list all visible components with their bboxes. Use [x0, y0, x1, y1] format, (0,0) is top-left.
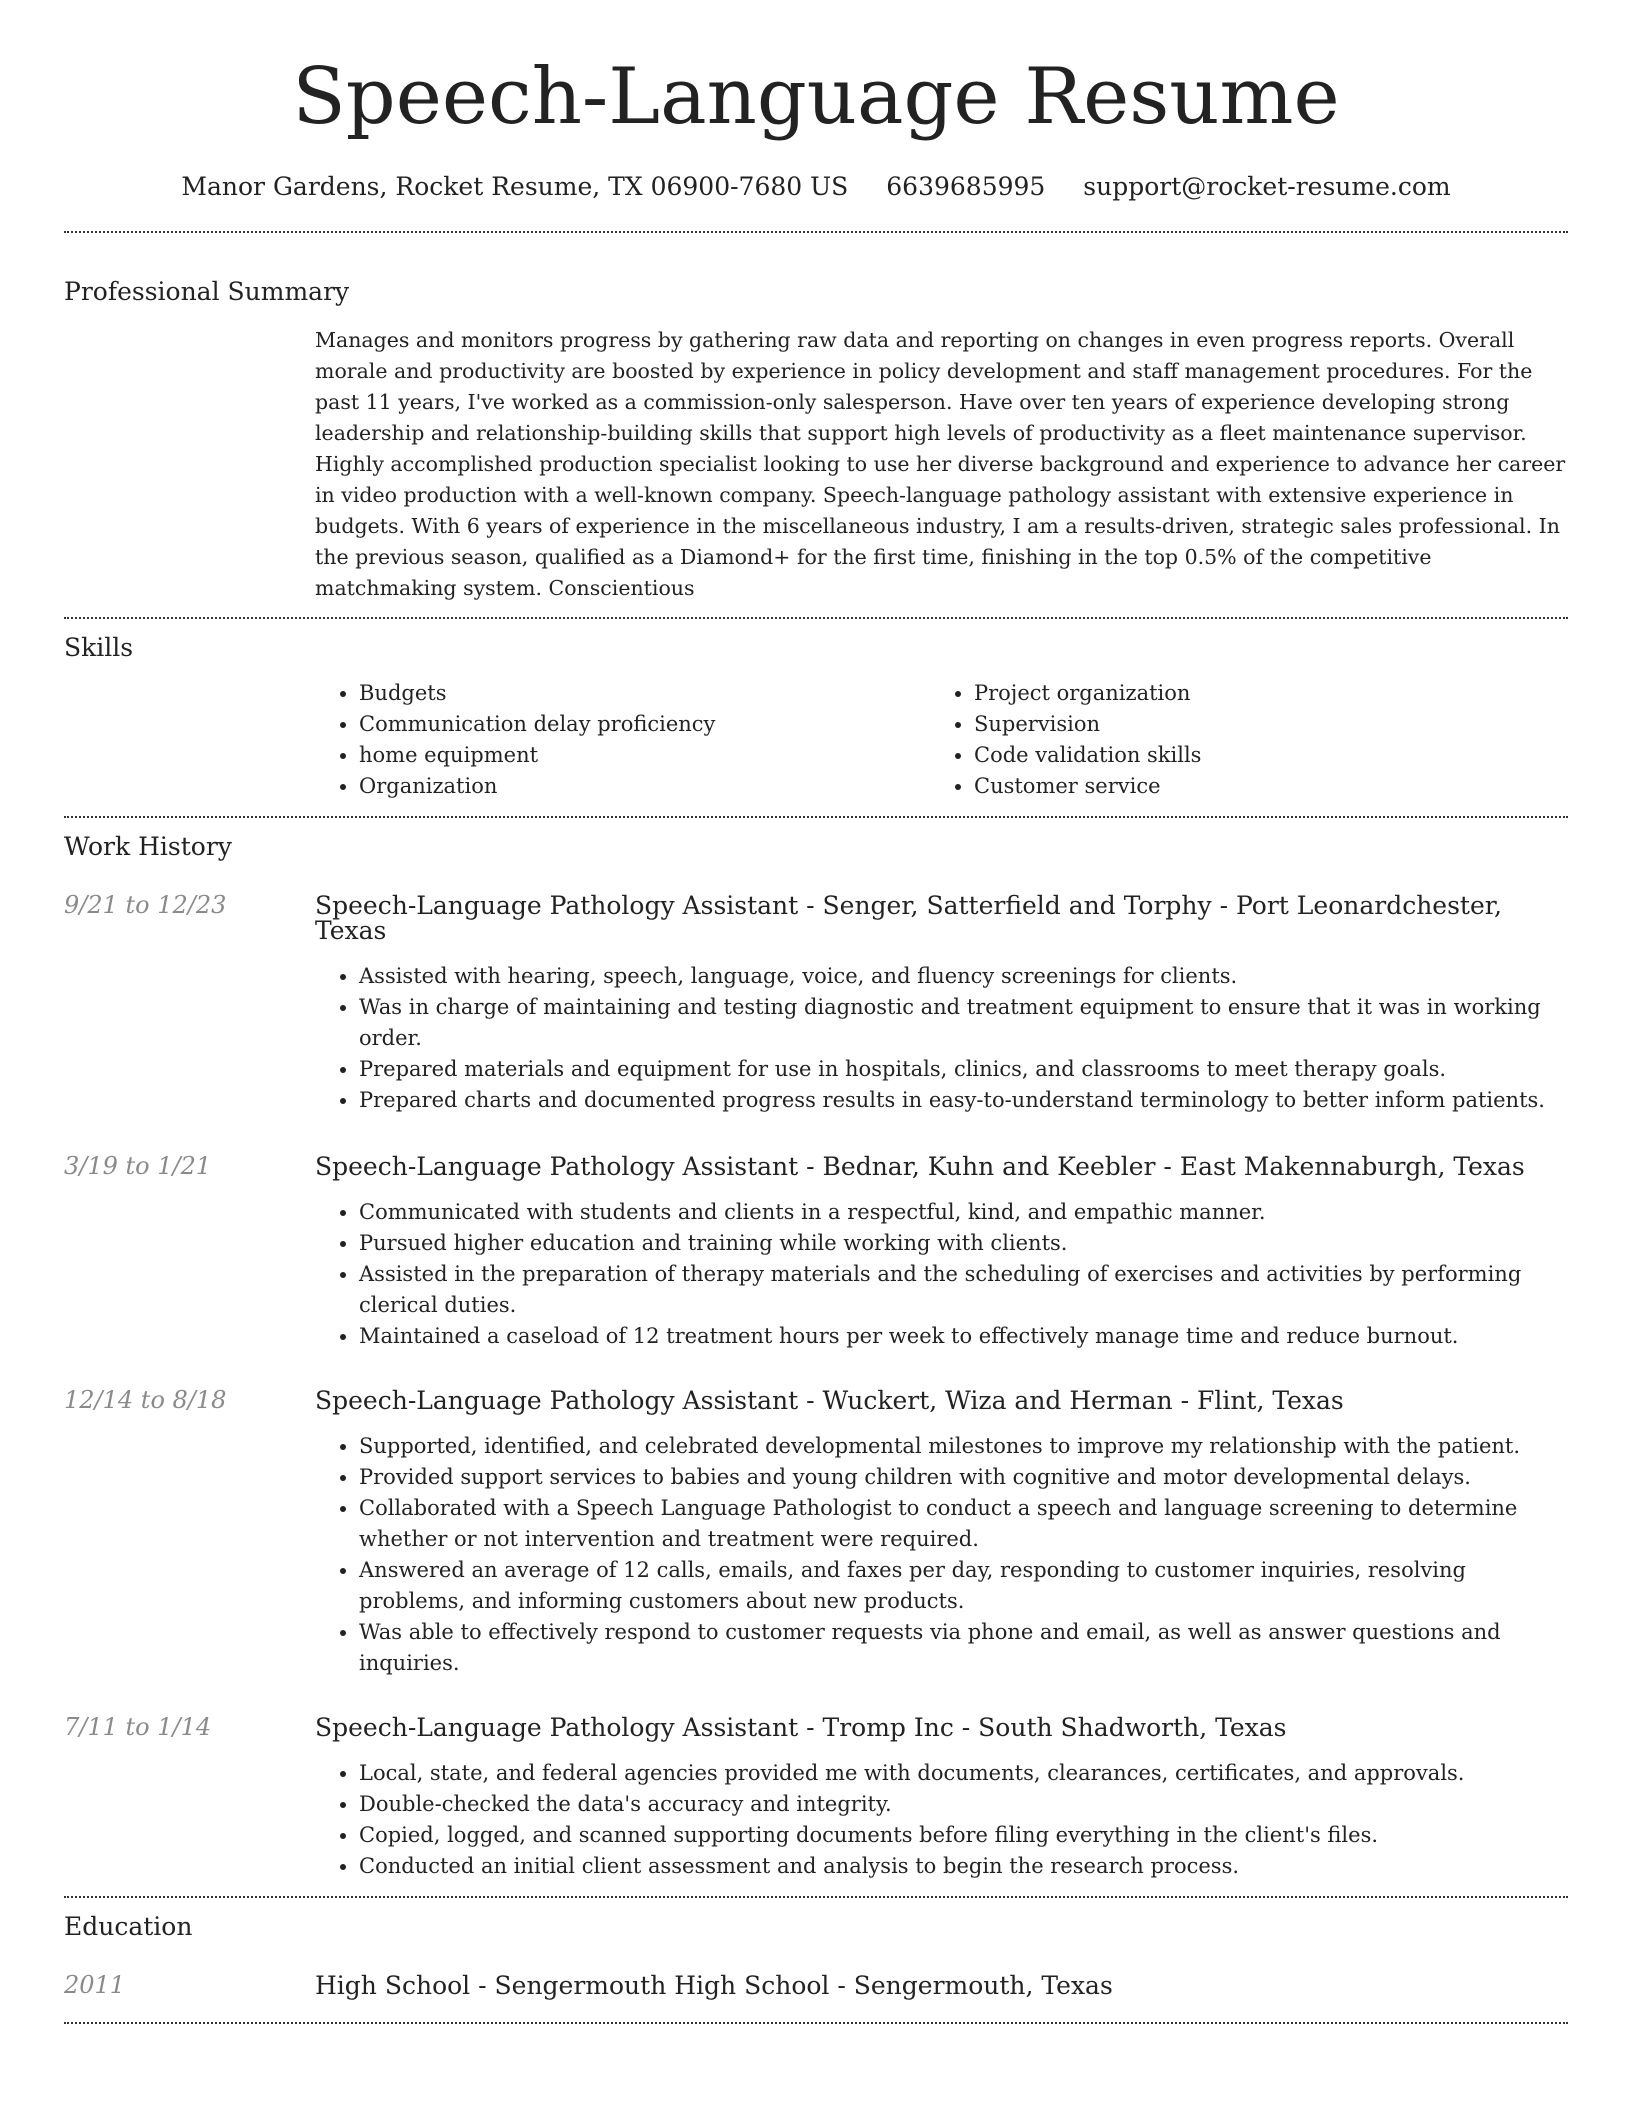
job-bullets: [315, 1197, 1568, 1352]
job-bullet: • Prepared charts and documented progress results in easy-to-understand terminology to better inform patients.: [359, 1085, 1568, 1116]
skill-item: • Project organization: [974, 678, 1545, 709]
job-bullet: • Assisted with hearing, speech, language, voice, and fluency screenings for clients.: [359, 961, 1568, 992]
summary-text: Manages and monitors progress by gathering raw data and reporting on changes in even progress reports. Overall morale and productivity are boosted by experience in policy development and staff management procedures. For the past 11 years, I've worked as a commission-only salesperson. Have over ten years of experience developing strong leadership and relationship-building skills that support high levels of productivity as a fleet maintenance supervisor. Highly accomplished production specialist looking to use her diverse background and experience to advance her career in video production with a well-known company. Speech-language pathology assistant with extensive experience in budgets. With 6 years of experience in the miscellaneous industry, I am a results-driven, strategic sales professional. In the previous season, qualified as a Diamond+ for the first time, finishing in the top 0.5% of the competitive matchmaking system. Conscientious: [315, 328, 1566, 600]
skill-item: • Organization: [359, 771, 930, 802]
job-bullet: • Pursued higher education and training while working with clients.: [359, 1228, 1568, 1259]
email: support@rocket-resume.com: [1083, 172, 1451, 201]
education-entry: [64, 1973, 1568, 1998]
job-bullet: • Maintained a caseload of 12 treatment hours per week to effectively manage time and reduce burnout.: [359, 1321, 1568, 1352]
skill-item: • Code validation skills: [974, 740, 1545, 771]
job-bullet: • Local, state, and federal agencies provided me with documents, clearances, certificates, and approvals.: [359, 1758, 1568, 1789]
section-heading-work: Work History: [64, 832, 232, 861]
job-bullet: • Copied, logged, and scanned supporting documents before filing everything in the client's files.: [359, 1820, 1568, 1851]
section-heading-summary: Professional Summary: [64, 277, 350, 306]
skill-item: • Customer service: [974, 771, 1545, 802]
job-bullet: • Communicated with students and clients in a respectful, kind, and empathic manner.: [359, 1197, 1568, 1228]
job-bullet: • Supported, identified, and celebrated developmental milestones to improve my relationship with the patient.: [359, 1431, 1568, 1462]
job-dates: 9/21 to 12/23: [64, 891, 227, 919]
job-bullets: [315, 1758, 1568, 1882]
skills-column-left: [315, 678, 930, 802]
job-bullets: [315, 1431, 1568, 1679]
skill-item: • Communication delay proficiency: [359, 709, 930, 740]
job-bullet: • Was in charge of maintaining and testing diagnostic and treatment equipment to ensure that it was in working order.: [359, 992, 1568, 1054]
job-title: Speech-Language Pathology Assistant - Wuckert, Wiza and Herman - Flint, Texas: [315, 1386, 1344, 1415]
job-bullet: • Answered an average of 12 calls, emails, and faxes per day, responding to customer inquiries, resolving problems, and informing customers about new products.: [359, 1555, 1568, 1617]
skill-item: • Supervision: [974, 709, 1545, 740]
job-dates: 7/11 to 1/14: [64, 1713, 212, 1741]
phone: 6639685995: [886, 172, 1046, 201]
job-title: Speech-Language Pathology Assistant - Bednar, Kuhn and Keebler - East Makennaburgh, Texas: [315, 1152, 1525, 1181]
divider: [64, 231, 1568, 233]
job-bullets: [315, 961, 1568, 1116]
education-year: 2011: [64, 1971, 126, 1999]
divider: [64, 816, 1568, 818]
job-dates: 12/14 to 8/18: [64, 1386, 227, 1414]
job-bullet: • Double-checked the data's accuracy and integrity.: [359, 1789, 1568, 1820]
address: Manor Gardens, Rocket Resume, TX 06900-7680 US: [181, 172, 849, 201]
section-heading-education: Education: [64, 1912, 193, 1941]
resume-title: Speech-Language Resume: [292, 52, 1340, 142]
skills-list: [315, 678, 1568, 802]
contact-line: [64, 172, 1568, 201]
section-heading-skills: Skills: [64, 633, 134, 662]
divider: [64, 1896, 1568, 1898]
job-dates: 3/19 to 1/21: [64, 1152, 212, 1180]
job-entry: [64, 1388, 1568, 1679]
divider: [64, 2022, 1568, 2024]
skill-item: • Budgets: [359, 678, 930, 709]
job-title: Speech-Language Pathology Assistant - Tromp Inc - South Shadworth, Texas: [315, 1713, 1287, 1742]
education-title: High School - Sengermouth High School - Sengermouth, Texas: [315, 1971, 1113, 2000]
job-title: Speech-Language Pathology Assistant - Senger, Satterfield and Torphy - Port Leonardchester, Texas: [315, 891, 1502, 945]
job-bullet: • Was able to effectively respond to customer requests via phone and email, as well as answer questions and inquiries.: [359, 1617, 1568, 1679]
job-entry: [64, 1154, 1568, 1352]
skill-item: • home equipment: [359, 740, 930, 771]
job-entry: [64, 893, 1568, 1116]
job-entry: [64, 1715, 1568, 1882]
skills-column-right: [930, 678, 1545, 802]
job-bullet: • Assisted in the preparation of therapy materials and the scheduling of exercises and activities by performing clerical duties.: [359, 1259, 1568, 1321]
job-bullet: • Prepared materials and equipment for use in hospitals, clinics, and classrooms to meet therapy goals.: [359, 1054, 1568, 1085]
job-bullet: • Provided support services to babies and young children with cognitive and motor developmental delays.: [359, 1462, 1568, 1493]
job-bullet: • Collaborated with a Speech Language Pathologist to conduct a speech and language screening to determine whether or not intervention and treatment were required.: [359, 1493, 1568, 1555]
divider: [64, 617, 1568, 619]
job-bullet: • Conducted an initial client assessment and analysis to begin the research process.: [359, 1851, 1568, 1882]
